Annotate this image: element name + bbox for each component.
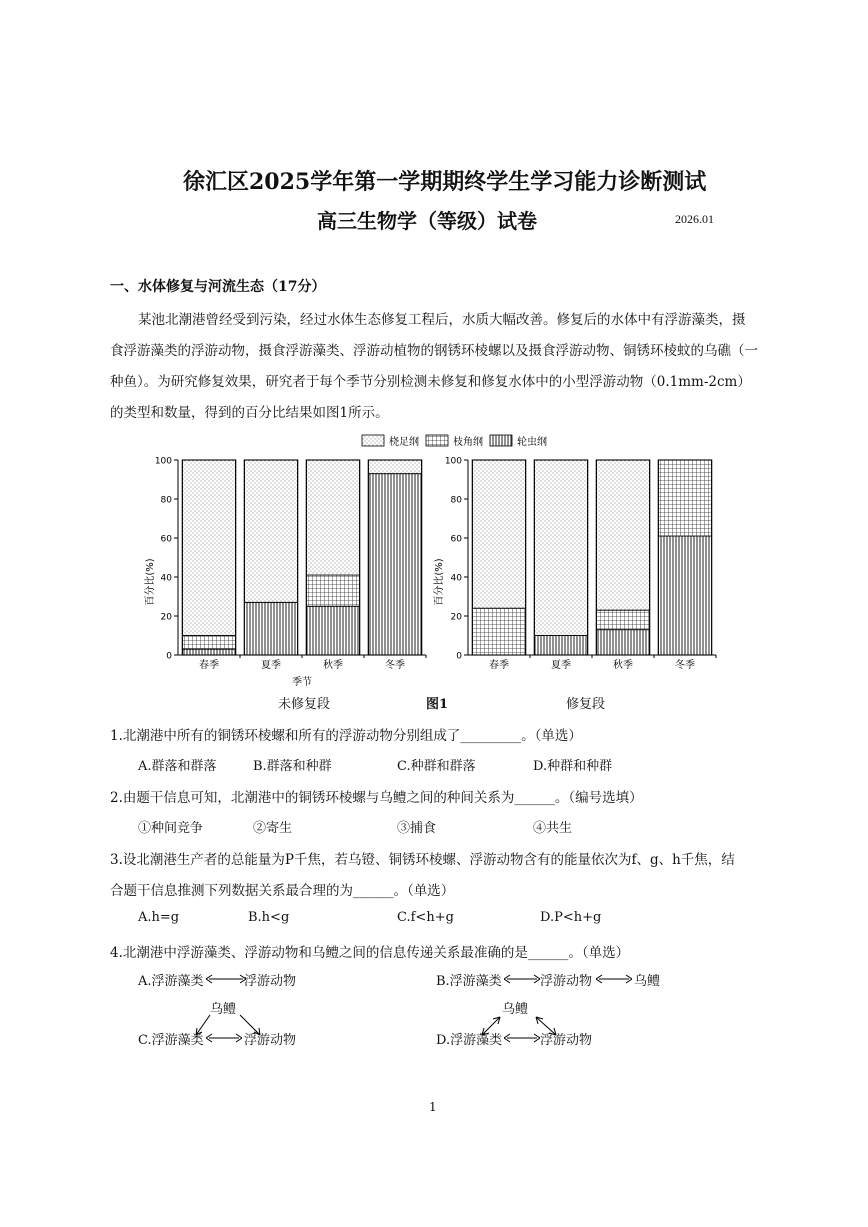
q1-option-c[interactable]: C.种群和群落 — [397, 759, 476, 774]
legend-swatch-cladocera — [426, 435, 448, 446]
left-bar-cladocera-2 — [306, 575, 359, 606]
right-bar-rotifera-2 — [596, 630, 649, 655]
caption-left: 未修复段 — [278, 697, 331, 712]
q4-b-algae: B.浮游藻类 — [436, 974, 502, 989]
left-category-label: 夏季 — [261, 660, 281, 671]
left-bar-copepoda-0 — [182, 460, 235, 636]
right-y-tick-label: 40 — [450, 573, 462, 584]
right-bar-cladocera-2 — [596, 610, 649, 630]
double-arrow-icon — [206, 1032, 242, 1044]
q3-option-b[interactable]: B.h<g — [248, 910, 290, 925]
right-category-label: 春季 — [489, 660, 509, 671]
legend-label-rotifera: 轮虫纲 — [517, 437, 547, 448]
legend-swatch-copepoda — [362, 435, 384, 446]
chart-left — [143, 457, 426, 689]
intro-line-4: 的类型和数量，得到的百分比结果如图1所示。 — [110, 405, 389, 421]
q2-option-1[interactable]: ①种间竞争 — [138, 821, 204, 836]
right-bar-cladocera-3 — [658, 460, 711, 536]
figure-1 — [0, 428, 868, 718]
chart-legend — [362, 435, 547, 448]
q4-d-fish: 乌鳢 — [502, 1002, 529, 1017]
intro-line-3: 种鱼）。为研究修复效果，研究者于每个季节分别检测未修复和修复水体中的小型浮游动物（0.1mm-2cm） — [110, 374, 751, 390]
q4-c-fish: 乌鳢 — [210, 1002, 237, 1017]
q4-d-zooplankton: 浮游动物 — [540, 1033, 593, 1048]
intro-line-1: 某池北潮港曾经受到污染，经过水体生态修复工程后，水质大幅改善。修复后的水体中有浮游藻类，摄 — [138, 312, 746, 328]
left-y-axis-label: 百分比(%) — [145, 558, 156, 606]
left-y-tick-label: 40 — [160, 573, 172, 584]
right-y-axis-label: 百分比(%) — [434, 558, 445, 606]
section-heading: 一、水体修复与河流生态（17分） — [110, 279, 326, 295]
q3-option-d[interactable]: D.P<h+g — [540, 910, 602, 925]
right-category-label: 冬季 — [675, 660, 695, 671]
right-y-tick-label: 80 — [450, 495, 462, 506]
right-category-label: 秋季 — [613, 660, 633, 671]
exam-subtitle: 高三生物学（等级）试卷 — [317, 209, 537, 233]
q4-option-b[interactable] — [436, 970, 676, 988]
q2-option-3[interactable]: ③捕食 — [397, 821, 437, 836]
left-y-tick-label: 80 — [160, 495, 172, 506]
double-arrow-icon — [596, 973, 632, 985]
right-bar-rotifera-3 — [658, 536, 711, 655]
q4-b-fish: 乌鳢 — [634, 974, 661, 989]
q1-option-a[interactable]: A.群落和群落 — [138, 759, 217, 774]
q4-option-c[interactable] — [138, 998, 338, 1048]
left-bar-cladocera-0 — [182, 636, 235, 650]
right-y-tick-label: 0 — [456, 651, 462, 662]
left-y-tick-label: 100 — [154, 456, 172, 467]
exam-title: 徐汇区2025学年第一学期期终学生学习能力诊断测试 — [183, 169, 707, 195]
q4-c-zooplankton: 浮游动物 — [244, 1033, 297, 1048]
right-bar-copepoda-1 — [534, 460, 587, 636]
page-number: 1 — [429, 1100, 437, 1114]
question-4: 4.北潮港中浮游藻类、浮游动物和乌鳢之间的信息传递关系最准确的是______。（单选） — [110, 945, 630, 961]
q4-option-d[interactable] — [436, 998, 636, 1048]
left-bar-rotifera-1 — [244, 602, 297, 655]
question-1: 1.北潮港中所有的铜锈环棱螺和所有的浮游动物分别组成了_________。（单选） — [110, 728, 582, 744]
right-bar-copepoda-0 — [472, 460, 525, 608]
q4-c-algae: C.浮游藻类 — [138, 1033, 204, 1048]
double-arrow-icon — [504, 1032, 540, 1044]
q2-option-2[interactable]: ②寄生 — [253, 821, 293, 836]
right-y-tick-label: 60 — [450, 534, 462, 545]
left-y-tick-label: 60 — [160, 534, 172, 545]
left-x-axis-label: 季节 — [292, 677, 312, 688]
question-3-line-2: 合题干信息推测下列数据关系最合理的为______。（单选） — [110, 883, 455, 899]
left-category-label: 春季 — [199, 660, 219, 671]
intro-line-2: 食浮游藻类的浮游动物，摄食浮游藻类、浮游动植物的钢锈环棱螺以及摄食浮游动物、铜锈环棱蚊的乌礁（一 — [110, 343, 758, 359]
left-bar-rotifera-3 — [368, 474, 421, 655]
q3-option-c[interactable]: C.f<h+g — [397, 910, 454, 925]
right-bar-rotifera-1 — [534, 636, 587, 656]
legend-label-cladocera: 枝角纲 — [453, 437, 483, 448]
question-3-line-1: 3.设北潮港生产者的总能量为P千焦，若乌镫、铜锈环棱螺、浮游动物含有的能量依次为f、g、h千焦，结 — [110, 852, 735, 868]
legend-label-copepoda: 桡足纲 — [389, 437, 419, 448]
right-y-tick-label: 20 — [450, 612, 462, 623]
double-arrow-icon — [504, 973, 540, 985]
legend-swatch-rotifera — [490, 435, 512, 446]
exam-date: 2026.01 — [675, 212, 714, 226]
question-2: 2.由题干信息可知，北潮港中的铜锈环棱螺与乌鳢之间的种间关系为______。（编号选填） — [110, 790, 643, 806]
left-category-label: 秋季 — [323, 660, 343, 671]
q4-a-algae: A.浮游藻类 — [138, 974, 204, 989]
left-y-tick-label: 0 — [166, 651, 172, 662]
left-bar-copepoda-2 — [306, 460, 359, 575]
q4-a-zooplankton: 浮游动物 — [244, 974, 297, 989]
q1-option-b[interactable]: B.群落和种群 — [253, 759, 332, 774]
q4-option-a[interactable] — [138, 970, 338, 988]
left-bar-copepoda-3 — [368, 460, 421, 474]
q3-option-a[interactable]: A.h=g — [138, 910, 180, 925]
q4-b-zooplankton: 浮游动物 — [540, 974, 593, 989]
right-bar-cladocera-0 — [472, 608, 525, 655]
q2-option-4[interactable]: ④共生 — [533, 821, 573, 836]
right-bar-copepoda-2 — [596, 460, 649, 610]
left-category-label: 冬季 — [385, 660, 405, 671]
double-arrow-icon — [206, 973, 246, 985]
caption-right: 修复段 — [566, 697, 606, 712]
q1-option-d[interactable]: D.种群和种群 — [533, 759, 613, 774]
left-bar-copepoda-1 — [244, 460, 297, 602]
left-y-tick-label: 20 — [160, 612, 172, 623]
q4-d-algae: D.浮游藻类 — [436, 1033, 503, 1048]
right-y-tick-label: 100 — [444, 456, 462, 467]
caption-figure-number: 图1 — [426, 697, 449, 712]
chart-right — [432, 457, 716, 672]
left-bar-rotifera-2 — [306, 606, 359, 655]
right-category-label: 夏季 — [551, 660, 571, 671]
left-bar-rotifera-0 — [182, 649, 235, 655]
